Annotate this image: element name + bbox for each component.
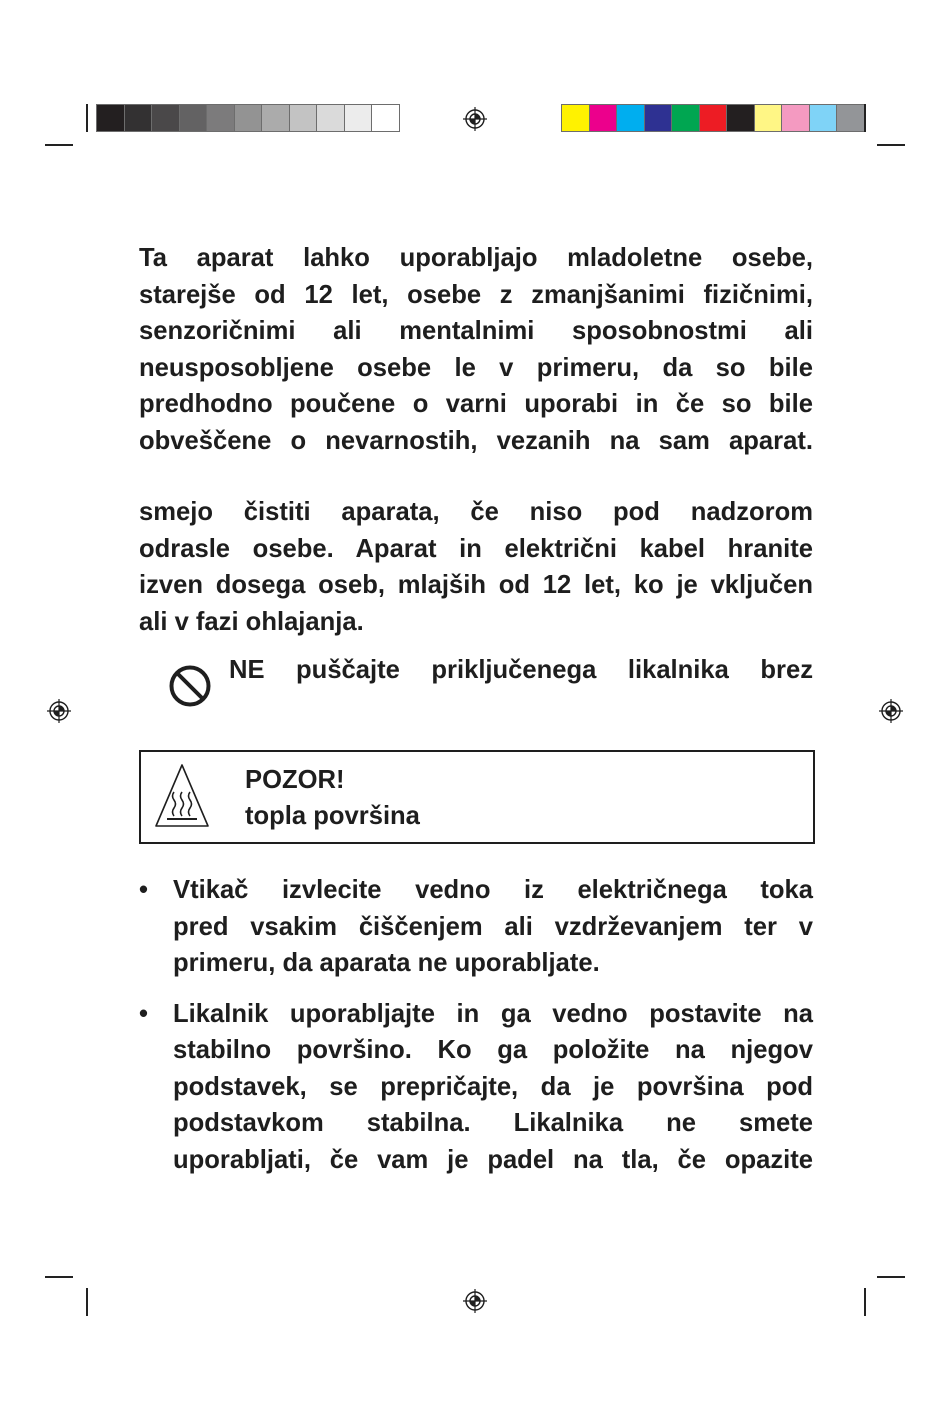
color-swatch [616, 104, 645, 132]
gray-scale-bar [96, 104, 399, 132]
color-swatch [644, 104, 673, 132]
hot-surface-warning-icon [153, 762, 211, 830]
text-line: podstavkom stabilna. Likalnika ne smete [173, 1109, 813, 1137]
crop-mark [864, 104, 866, 132]
registration-mark-icon [463, 1289, 487, 1313]
text-line: podstavek, se prepričajte, da je površina pod [173, 1072, 813, 1101]
paragraph-cleaning-restrictions [139, 494, 813, 640]
gray-swatch [179, 104, 208, 132]
registration-mark-icon [463, 107, 487, 131]
crop-mark [86, 1288, 88, 1316]
text-line: Likalnik uporabljajte in ga vedno postavite na [173, 999, 813, 1028]
text-line: predhodno poučene o varni uporabi in če so bile [139, 390, 813, 418]
text-line: Ta aparat lahko uporabljajo mladoletne osebe, [139, 244, 813, 272]
color-swatch [589, 104, 618, 132]
text-line: neusposobljene osebe le v primeru, da so bile [139, 353, 813, 382]
gray-swatch [316, 104, 345, 132]
color-swatch [726, 104, 755, 132]
gray-swatch [151, 104, 180, 132]
warning-text: topla površina [245, 802, 420, 830]
gray-swatch [124, 104, 153, 132]
color-swatch [754, 104, 783, 132]
color-swatch [699, 104, 728, 132]
gray-swatch [234, 104, 263, 132]
registration-mark-icon [879, 699, 903, 723]
bullet-symbol: • [139, 876, 148, 904]
text-line: izven dosega oseb, mlajših od 12 let, ko je vključen [139, 571, 813, 599]
text-line: senzoričnimi ali mentalnimi sposobnostmi ali [139, 317, 813, 345]
color-bar [561, 104, 864, 132]
color-swatch [809, 104, 838, 132]
bullet-text [173, 872, 813, 982]
list-item [139, 872, 813, 982]
text-line: smejo čistiti aparata, če niso pod nadzorom [139, 498, 813, 526]
crop-mark [864, 1288, 866, 1316]
gray-swatch [206, 104, 235, 132]
color-swatch [671, 104, 700, 132]
safety-bullet-list [139, 872, 813, 1192]
crop-mark [45, 1276, 73, 1278]
gray-swatch [96, 104, 125, 132]
paragraph-usage-restrictions [139, 240, 813, 459]
gray-swatch [289, 104, 318, 132]
text-line: pred vsakim čiščenjem ali vzdrževanjem ter v [173, 912, 813, 941]
crop-mark [45, 144, 73, 146]
bullet-symbol: • [139, 999, 148, 1028]
crop-mark [877, 144, 905, 146]
gray-swatch [261, 104, 290, 132]
prohibition-text [229, 652, 813, 689]
prohibition-icon [168, 664, 212, 708]
color-swatch [836, 104, 865, 132]
crop-mark [86, 104, 88, 132]
text-line: starejše od 12 let, osebe z zmanjšanimi fizičnimi, [139, 280, 813, 309]
registration-mark-icon [47, 699, 71, 723]
text-line: Vtikač izvlecite vedno iz električnega toka [173, 876, 813, 904]
text-line: uporabljati, če vam je padel na tla, če opazite [173, 1145, 813, 1174]
color-swatch [561, 104, 590, 132]
text-line: odrasle osebe. Aparat in električni kabel hranite [139, 534, 813, 563]
gray-swatch [344, 104, 373, 132]
warning-box [139, 750, 815, 844]
color-swatch [781, 104, 810, 132]
text-line: NE puščajte priključenega likalnika brez [229, 656, 813, 684]
list-item [139, 996, 813, 1179]
text-line: ali v fazi ohlajanja. [139, 607, 364, 636]
crop-mark [877, 1276, 905, 1278]
text-line: stabilno površino. Ko ga položite na njegov [173, 1036, 813, 1064]
text-line: obveščene o nevarnostih, vezanih na sam aparat. [139, 426, 813, 455]
gray-swatch [371, 104, 400, 132]
text-line: primeru, da aparata ne uporabljate. [173, 949, 600, 977]
bullet-text [173, 996, 813, 1179]
warning-title: POZOR! [245, 766, 345, 794]
